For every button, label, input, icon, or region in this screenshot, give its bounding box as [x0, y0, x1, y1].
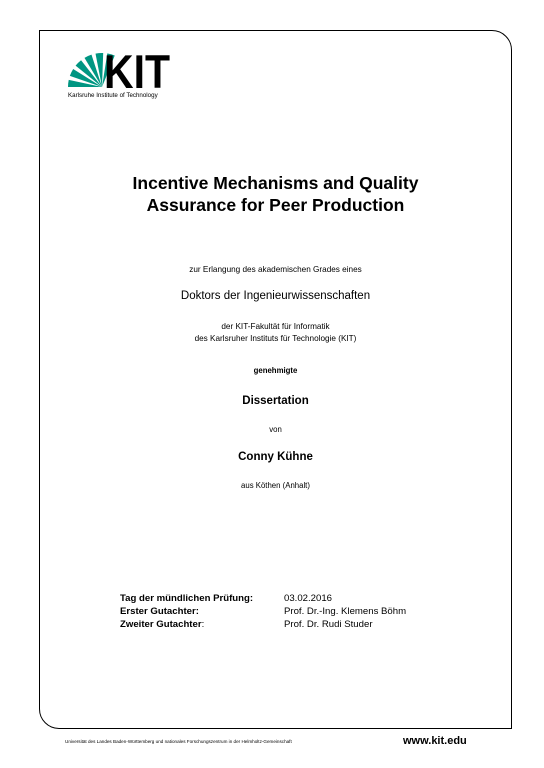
thesis-title-line-2: Assurance for Peer Production: [146, 195, 405, 215]
document-type: Dissertation: [242, 395, 309, 407]
degree-name: Doktors der Ingenieurwissenschaften: [180, 290, 371, 302]
exam-value: 03.02.2016: [284, 593, 333, 604]
kit-wordmark: KIT: [104, 52, 171, 90]
thesis-title: [39, 172, 512, 216]
author-origin: aus Köthen (Anhalt): [241, 481, 310, 490]
footer-website[interactable]: www.kit.edu: [403, 735, 467, 747]
exam-row-first-reviewer: [120, 605, 406, 618]
exam-label: [120, 618, 284, 631]
faculty: [39, 321, 512, 345]
exam-label: [120, 592, 284, 605]
degree-intro: zur Erlangung des akademischen Grades eines: [189, 265, 362, 274]
exam-label: [120, 605, 284, 618]
exam-label-text: Zweiter Gutachter: [120, 619, 202, 630]
footer-institution: Universität des Landes Baden-Württemberg und nationales Forschungszentrum in der Helmholtz-Gemeinschaft: [65, 739, 292, 744]
exam-value: Prof. Dr. Rudi Studer: [284, 619, 373, 630]
exam-label-tail: :: [201, 619, 205, 630]
thesis-title-line-1: Incentive Mechanisms and Quality: [132, 173, 419, 193]
by-text: von: [269, 425, 282, 434]
author-name: Conny Kühne: [238, 451, 313, 463]
kit-logo: [68, 52, 180, 102]
kit-logo-mark: [68, 52, 172, 90]
approved-text: genehmigte: [253, 366, 298, 375]
faculty-line-1: der KIT-Fakultät für Informatik: [221, 322, 330, 331]
exam-value: Prof. Dr.-Ing. Klemens Böhm: [284, 606, 407, 617]
exam-info: [120, 592, 406, 631]
exam-label-text: Tag der mündlichen Prüfung:: [120, 593, 254, 604]
exam-row-second-reviewer: [120, 618, 406, 631]
exam-label-text: Erster Gutachter:: [120, 606, 199, 617]
exam-row-date: [120, 592, 406, 605]
faculty-line-2: des Karlsruher Instituts für Technologie (KIT): [194, 334, 357, 343]
kit-logo-subtitle: Karlsruhe Institute of Technology: [68, 92, 158, 99]
